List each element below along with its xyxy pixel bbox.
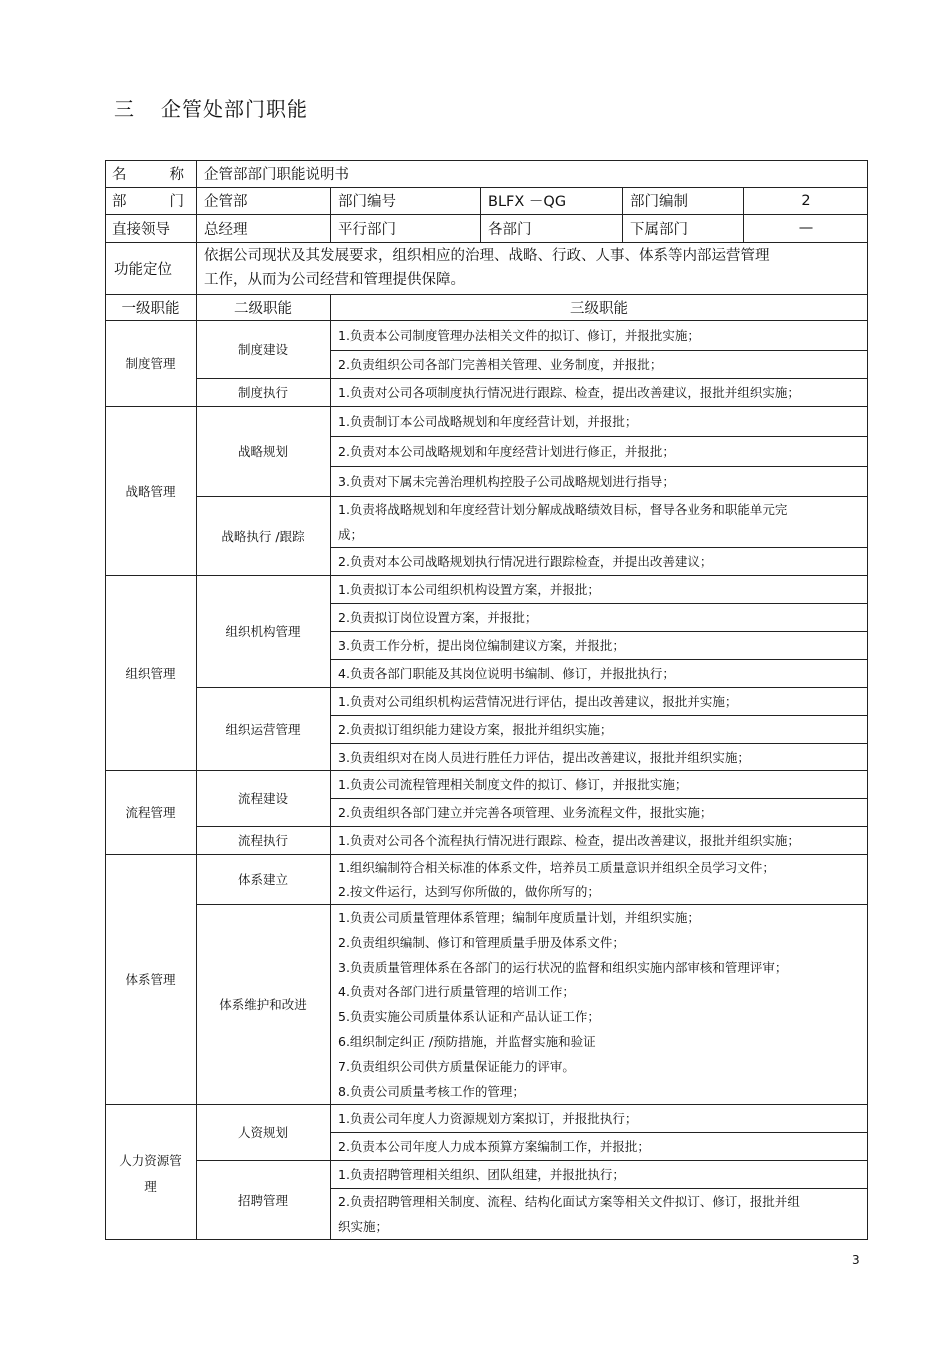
level3-item-group xyxy=(338,856,864,904)
function-text xyxy=(204,244,864,294)
level3-item-group xyxy=(338,906,864,1104)
name-value: 企管部部门职能说明书 xyxy=(204,167,349,183)
level3-item-line: 2.按文件运行，达到写你所做的，做你所写的； xyxy=(338,884,600,899)
level3-item: 3.负责组织对在岗人员进行胜任力评估，提出改善建议，报批并组织实施； xyxy=(338,749,750,765)
leader-label: 直接领导 xyxy=(112,221,170,238)
section-number: 三 xyxy=(114,97,135,121)
level1-strategy-mgmt: 战略管理 xyxy=(125,483,176,499)
section-heading xyxy=(114,93,308,122)
level2-hr-planning: 人资规划 xyxy=(237,1125,288,1140)
level1-hr-mgmt xyxy=(105,1148,196,1200)
level3-item: 1.负责拟订本公司组织机构设置方案，并报批； xyxy=(338,582,600,597)
name-label xyxy=(112,160,184,187)
level3-item-line: 3.负责质量管理体系在各部门的运行状况的监督和组织实施内部审核和管理评审； xyxy=(338,959,788,975)
sub-value: — xyxy=(798,220,814,236)
level3-item: 2.负责对本公司战略规划和年度经营计划进行修正，并报批； xyxy=(338,444,675,459)
level3-item-line: 1.负责公司质量管理体系管理；编制年度质量计划，并组织实施； xyxy=(338,910,700,925)
level2-system-building: 制度建设 xyxy=(237,342,288,357)
level3-item-line: 2.负责招聘管理相关制度、流程、结构化面试方案等相关文件拟订、修订，报批并组 xyxy=(338,1194,800,1209)
level3-item: 1.负责公司年度人力资源规划方案拟订，并报批执行； xyxy=(338,1111,638,1126)
dept-value: 企管部 xyxy=(204,194,248,210)
peer-label: 平行部门 xyxy=(338,221,396,238)
section-title: 企管处部门职能 xyxy=(161,97,308,121)
level3-header: 三级职能 xyxy=(570,300,628,317)
peer-value: 各部门 xyxy=(488,221,532,238)
dept-label-char-2: 门 xyxy=(169,194,184,210)
level3-item: 1.负责对公司组织机构运营情况进行评估，提出改善建议，报批并实施； xyxy=(338,694,738,709)
level1-process-mgmt: 流程管理 xyxy=(125,805,176,820)
level3-item: 2.负责对本公司战略规划执行情况进行跟踪检查，并提出改善建议； xyxy=(338,554,713,569)
level3-item-line: 4.负责对各部门进行质量管理的培训工作； xyxy=(338,984,575,1000)
level2-process-building: 流程建设 xyxy=(237,791,288,806)
level2-recruitment: 招聘管理 xyxy=(237,1193,288,1208)
level3-item: 2.负责拟订组织能力建设方案，报批并组织实施； xyxy=(338,722,613,737)
function-line-2: 工作，从而为公司经营和管理提供保障。 xyxy=(204,272,465,288)
level3-item-line: 5.负责实施公司质量体系认证和产品认证工作； xyxy=(338,1009,600,1025)
level2-process-execution: 流程执行 xyxy=(237,833,288,848)
level2-system-setup: 体系建立 xyxy=(237,872,288,887)
function-line-1: 依据公司现状及其发展要求，组织相应的治理、战略、行政、人事、体系等内部运营管理 xyxy=(204,248,770,264)
level3-item: 2.负责拟订岗位设置方案，并报批； xyxy=(338,610,538,625)
level3-item-line: 1.负责将战略规划和年度经营计划分解成战略绩效目标，督导各业务和职能单元完 xyxy=(338,502,788,517)
function-label: 功能定位 xyxy=(114,261,172,278)
level3-item: 1.负责对公司各个流程执行情况进行跟踪、检查，提出改善建议，报批并组织实施； xyxy=(338,833,800,848)
level3-item: 1.负责制订本公司战略规划和年度经营计划，并报批； xyxy=(338,414,638,429)
level1-header: 一级职能 xyxy=(121,300,180,317)
staff-label: 部门编制 xyxy=(630,194,688,210)
level2-system-execution: 制度执行 xyxy=(237,385,288,400)
level1-quality-system-mgmt: 体系管理 xyxy=(125,972,176,987)
level3-item: 1.负责公司流程管理相关制度文件的拟订、修订，并报批实施； xyxy=(338,777,688,792)
level2-org-structure: 组织机构管理 xyxy=(225,624,301,639)
level3-item-line: 2.负责组织编制、修订和管理质量手册及体系文件； xyxy=(338,934,625,950)
level3-item-line: 1.组织编制符合相关标准的体系文件，培养员工质量意识并组织全员学习文件； xyxy=(338,860,775,875)
level3-item: 2.负责组织各部门建立并完善各项管理、业务流程文件，报批实施； xyxy=(338,805,713,820)
level1-hr-line-2: 理 xyxy=(144,1179,157,1194)
level3-item-line: 织实施； xyxy=(338,1219,389,1234)
level1-system-mgmt: 制度管理 xyxy=(125,356,176,371)
code-value: BLFX －QG xyxy=(488,194,567,210)
level2-strategy-execution: 战略执行 /跟踪 xyxy=(221,528,305,544)
staff-value: 2 xyxy=(801,192,811,209)
level3-item: 2.负责本公司年度人力成本预算方案编制工作，并报批； xyxy=(338,1139,650,1154)
level3-item: 3.负责对下属未完善治理机构控股子公司战略规划进行指导； xyxy=(338,474,675,489)
level3-item: 2.负责组织公司各部门完善相关管理、业务制度，并报批； xyxy=(338,357,663,372)
level2-header: 二级职能 xyxy=(234,300,292,317)
level1-organization-mgmt: 组织管理 xyxy=(125,665,176,681)
leader-value: 总经理 xyxy=(204,221,248,238)
level3-item-line: 6.组织制定纠正 /预防措施，并监督实施和验证 xyxy=(338,1033,596,1049)
sub-label: 下属部门 xyxy=(630,221,688,238)
dept-label-char-1: 部 xyxy=(112,194,127,210)
page-number: 3 xyxy=(852,1253,860,1267)
level2-system-maintenance: 体系维护和改进 xyxy=(219,997,307,1012)
level3-item: 3.负责工作分析，提出岗位编制建议方案，并报批； xyxy=(338,638,625,653)
level1-hr-line-1: 人力资源管 xyxy=(119,1153,182,1168)
level2-org-operation: 组织运营管理 xyxy=(225,721,301,737)
level3-item: 1.负责对公司各项制度执行情况进行跟踪、检查，提出改善建议，报批并组织实施； xyxy=(338,385,800,400)
level3-item: 1.负责本公司制度管理办法相关文件的拟订、修订，并报批实施； xyxy=(338,328,700,343)
level3-item: 4.负责各部门职能及其岗位说明书编制、修订，并报批执行； xyxy=(338,666,675,681)
level3-item: 1.负责招聘管理相关组织、团队组建，并报批执行； xyxy=(338,1167,625,1182)
level3-item-line: 8.负责公司质量考核工作的管理； xyxy=(338,1083,525,1099)
name-label-char-1: 名 xyxy=(112,167,127,183)
level3-item-line: 成； xyxy=(338,527,364,542)
level3-item xyxy=(338,497,864,547)
name-label-char-2: 称 xyxy=(169,167,184,183)
level3-item xyxy=(338,1189,864,1239)
level3-item-line: 7.负责组织公司供方质量保证能力的评审。 xyxy=(338,1058,575,1074)
level2-strategy-planning: 战略规划 xyxy=(237,444,288,459)
code-label: 部门编号 xyxy=(338,194,396,210)
dept-label xyxy=(112,187,184,214)
